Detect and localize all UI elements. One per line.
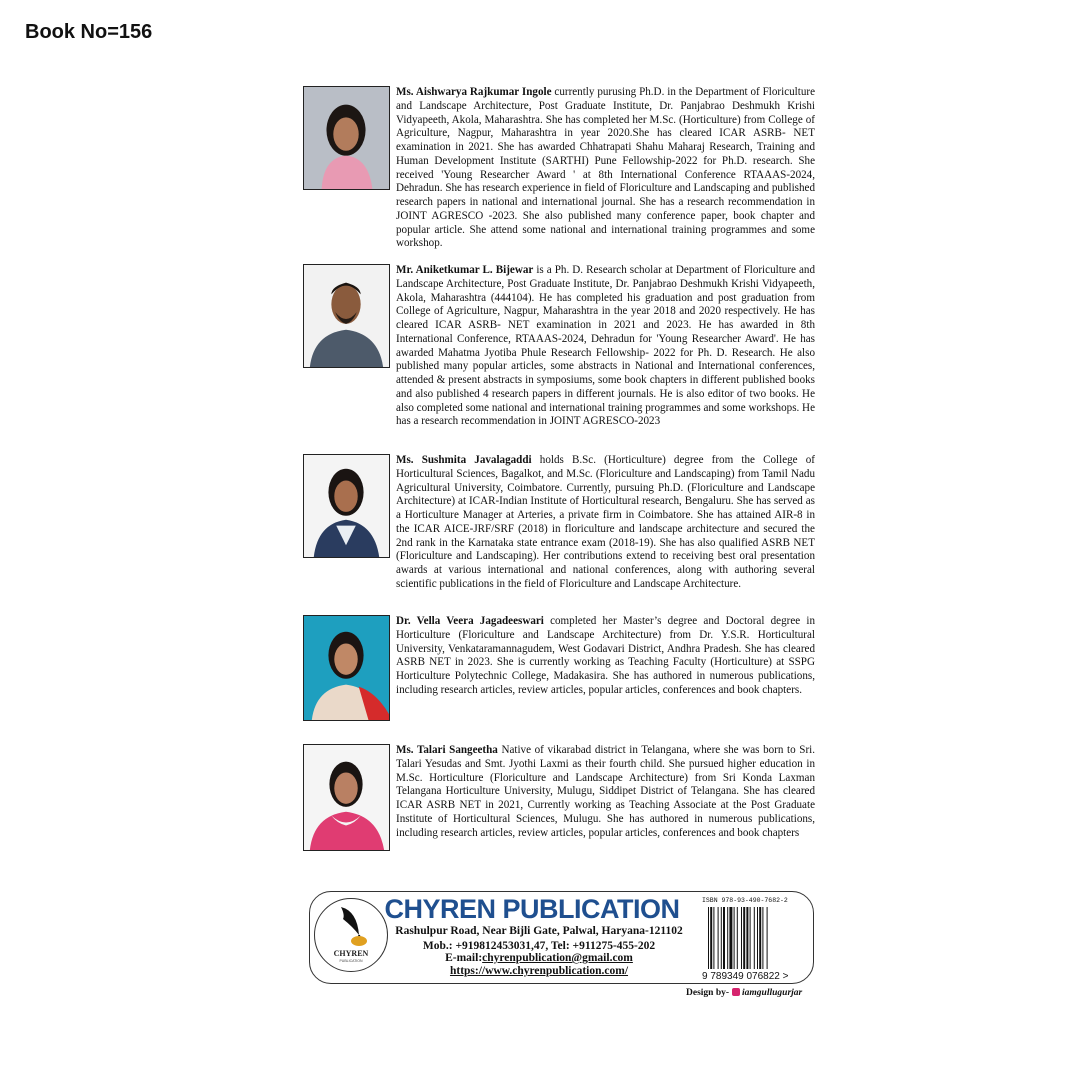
author-bio-2: [303, 264, 815, 444]
book-number: Book No=156: [25, 21, 153, 43]
author-name: Ms. Aishwarya Rajkumar Ingole: [396, 86, 552, 98]
publisher-box: [309, 891, 814, 984]
publisher-website-line: [384, 965, 694, 977]
design-credit-label: Design by-: [686, 988, 730, 998]
logo-text: CHYREN: [333, 949, 369, 958]
author-photo: [303, 615, 390, 721]
author-bio-4: [303, 615, 815, 725]
author-name: Dr. Vella Veera Jagadeeswari: [396, 615, 544, 627]
publisher-phone: Mob.: +919812453031,47, Tel: +911275-455-202: [422, 940, 656, 952]
bio-text: completed her Master’s degree and Doctoral degree in Horticulture (Floriculture and Landscape Architecture) from Dr. Y.S.R. Horticultural University, Venkataramannagudem, West Godavari District, Andhra Pradesh. She has cleared ASRB NET in 2023. She is currently working as Teaching Faculty (Horticulture) at SSPG Horticulture Polytechnic College, Madakasira. She has authored in numerous publications, including research articles, review articles, popular articles, conferences and book chapters.: [396, 615, 815, 696]
website-link[interactable]: https://www.chyrenpublication.com/: [449, 965, 629, 977]
bio-paragraph: [396, 615, 815, 698]
author-photo: [303, 454, 390, 558]
author-name: Ms. Talari Sangeetha: [396, 744, 498, 756]
author-photo: [303, 86, 390, 190]
bio-paragraph: [396, 86, 815, 251]
author-bio-1: [303, 86, 815, 250]
author-bio-5: [303, 744, 815, 854]
publisher-logo: [314, 898, 388, 972]
bio-paragraph: [396, 744, 815, 840]
isbn-barcode: [702, 897, 804, 983]
design-credit: [686, 988, 802, 998]
bio-text: is a Ph. D. Research scholar at Department of Floriculture and Landscape Architecture, Post Graduate Institute, Dr. Panjabrao Deshmukh Krishi Vidyapeeth, Akola, Maharashtra (444104). He has completed his graduation and post graduation from College of Agriculture, Nagpur, Maharashtra in the year 2018 and 2020 respectively. He has cleared ICAR ASRB- NET examination in 2021 and 2023. He has awarded in 8th International Conference, RTAAAS-2024, Dehradun for 'Young Researcher Award'. He has awarded Mahatma Jyotiba Phule Research Fellowship- 2022 for Ph. D. Research. He also published many popular articles, some abstracts in National and International conferences, attended & present abstracts in symposiums, some book chapters in different published books and also published 4 research papers in different journals. He is also editor of two books. He also completed some national and international training programmes and some workshops. He has a research recommendation in JOINT AGRESCO-2023: [396, 264, 815, 428]
author-name: Mr. Aniketkumar L. Bijewar: [396, 264, 534, 276]
instagram-icon: [732, 988, 740, 996]
logo-subtext: PUBLICATION: [339, 959, 363, 963]
bio-text: holds B.Sc. (Horticulture) degree from the College of Horticultural Sciences, Bagalkot, and M.Sc. (Floriculture and Landscaping) from Tamil Nadu Agricultural University, Coimbatore. Currently, pursuing Ph.D. (Floriculture and Landscape Architecture) at ICAR-Indian Institute of Horticultural research, Bengaluru. She has served as a Horticulture Manager at Arteries, a private firm in Coimbatore. She has attained AIR-8 in the ICAR AICE-JRF/SRF (2018) in floriculture and landscape architecture and secured the 2nd rank in the Karnataka state entrance exam (2018-19). She has also qualified ASRB NET (Floriculture and Landscaping). Her contributions extend to receiving best oral presentation awards at various international and national conferences, along with authoring several scientific publications in the field of Floriculture and Landscape Architecture.: [396, 454, 815, 590]
author-bio-3: [303, 454, 815, 604]
bio-paragraph: [396, 454, 815, 592]
bio-paragraph: [396, 264, 815, 429]
publisher-address: Rashulpur Road, Near Bijli Gate, Palwal, Haryana-121102: [395, 925, 683, 937]
email-label: E-mail:: [445, 952, 483, 964]
email-link[interactable]: chyrenpublication@gmail.com: [482, 952, 633, 964]
bio-text: Native of vikarabad district in Telangana, where she was born to Sri. Talari Yesudas and Smt. Jyothi Laxmi as their fourth child. She pursued higher education in M.Sc. Horticulture (Floriculture and Landscape Architecture) from Sri Konda Laxman Telangana Horticulture University, Mulugu, Siddipet District of Telangana. She has cleared ICAR ASRB NET in 2021, Currently working as Teaching Associate at the Post Graduate Institute of Horticultural Sciences, Mulugu. She has authored in numerous publications, including research articles, review articles, popular articles, conferences and book chapters: [396, 744, 815, 839]
publisher-name: CHYREN PUBLICATION: [384, 894, 680, 924]
barcode-bars: [708, 907, 794, 969]
author-name: Ms. Sushmita Javalagaddi: [396, 454, 532, 466]
isbn-label: ISBN 978-93-490-7682-2: [702, 897, 788, 904]
publisher-email-line: [384, 952, 694, 964]
author-photo: [303, 744, 390, 851]
author-photo: [303, 264, 390, 368]
designer-handle: iamgullugurjar: [742, 988, 803, 998]
bio-text: currently purusing Ph.D. in the Department of Floriculture and Landscape Architecture, Post Graduate Institute, Dr. Panjabrao Deshmukh Krishi Vidyapeeth, Akola, Maharashtra. She has completed her M.Sc. (Horticulture) from College of Agriculture, Nagpur, Maharashtra in year 2020.She has cleared ICAR ASRB- NET examination in 2021. She has awarded Chhatrapati Shahu Maharaj Research, Training and Human Development Institute (SARTHI) Pune Fellowship-2022 for Ph.D. research. She received 'Young Researcher Award ' at 8th International Conference RTAAAS-2024, Dehradun. She has research experience in field of Floriculture and Landscaping and published research papers in national and international journal. She has a research recommendation in JOINT AGRESCO -2023. She also published many conference paper, book chapter and popular article. She attend some national and international training programmes and some workshop.: [396, 86, 815, 250]
isbn-digits: 9 789349 076822 >: [702, 971, 789, 982]
